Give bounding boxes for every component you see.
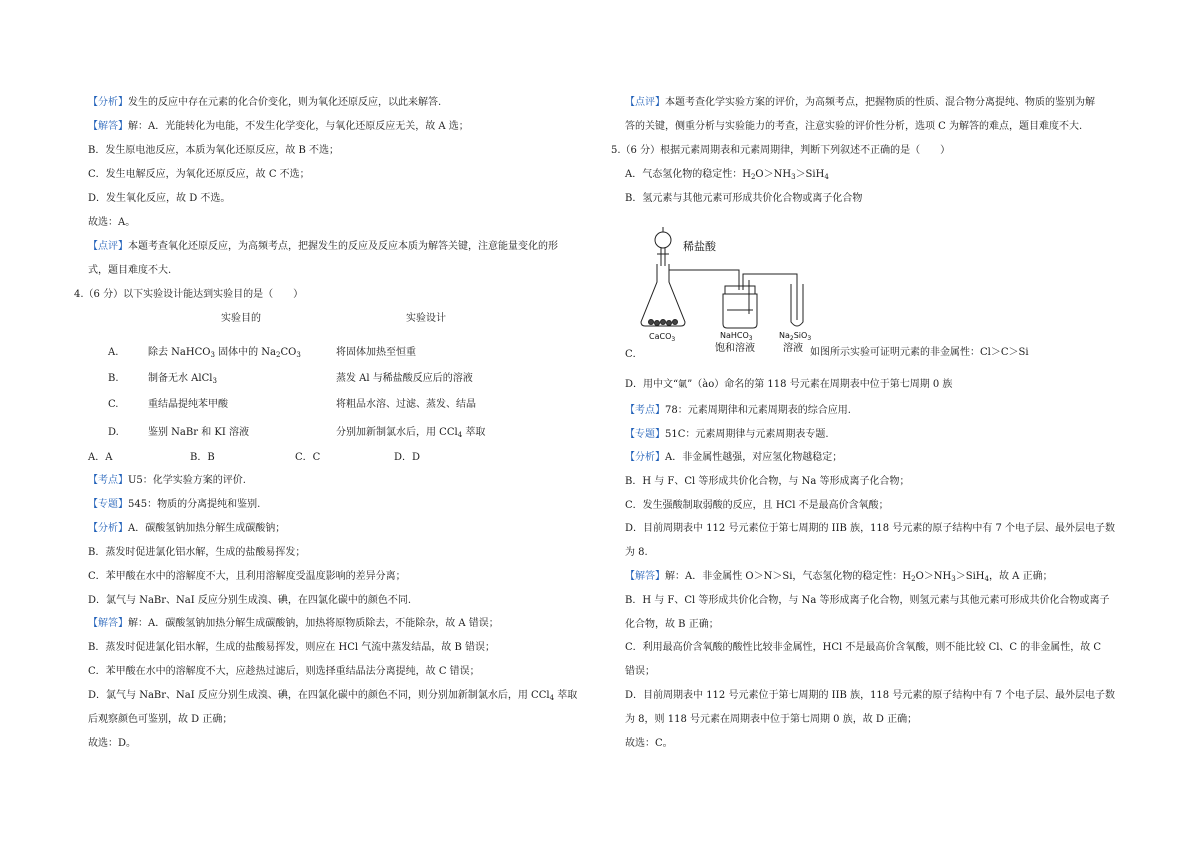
- question-5: 5.（6 分）根据元素周期表和元素周期律，判断下列叙述不正确的是（ ）: [611, 145, 951, 156]
- answer-4-d-cont: 后观察颜色可鉴别，故 D 正确；: [88, 714, 233, 725]
- table-row-b-goal: 制备无水 AlCl$_3$: [148, 373, 217, 385]
- solution-label: 溶液: [783, 343, 803, 352]
- answer-3-b: B．发生原电池反应，本质为氧化还原反应，故 B 不选；: [88, 145, 340, 156]
- conical-flask: [641, 264, 685, 326]
- comment-3: 【点评】本题考查氧化还原反应，为高频考点，把握发生的反应及反应本质为解答关键，注意能量变化的形: [88, 241, 558, 252]
- answer-4-b: B．蒸发时促进氯化铝水解，生成的盐酸易挥发，则应在 HCl 气流中蒸发结晶，故 B 错误；: [88, 642, 495, 653]
- table-row-b-design: 蒸发 Al 与稀盐酸反应后的溶液: [336, 373, 473, 384]
- answer-4-d: D．氯气与 NaBr、NaI 反应分别生成溴、碘，在四氯化碳中的颜色不同，则分别加新制氯水后，用 CCl$_4$ 萃取: [88, 690, 578, 702]
- comment-3-cont: 式，题目难度不大.: [88, 265, 172, 276]
- kaodian-4: 【考点】U5：化学实验方案的评价.: [88, 475, 246, 486]
- analysis-3: 【分析】发生的反应中存在元素的化合价变化，则为氧化还原反应，以此来解答.: [88, 97, 442, 108]
- answer-5-d-cont: 为 8，则 118 号元素在周期表中位于第七周期 0 族，故 D 正确；: [625, 714, 918, 725]
- zhuanti-5: 【专题】51C：元素周期律与元素周期表专题.: [625, 429, 829, 440]
- funnel-bulb: [655, 232, 671, 248]
- answer-4: 【解答】解：A．碳酸氢钠加热分解生成碳酸钠，加热将原物质除去，不能除杂，故 A 错误；: [88, 618, 499, 629]
- answer-5-choice: 故选：C。: [625, 738, 673, 749]
- answer-4-c: C．苯甲酸在水中的溶解度不大，应趁热过滤后，则选择重结晶法分离提纯，故 C 错误；: [88, 666, 480, 677]
- kaodian-5: 【考点】78：元素周期律和元素周期表的综合应用.: [625, 405, 851, 416]
- choice-a: A．A: [88, 452, 113, 463]
- comment-4-cont: 答的关键，侧重分析与实验能力的考查，注意实验的评价性分析，选项 C 为解答的难点，题目难度不大.: [625, 121, 1083, 132]
- analysis-5-b: B．H 与 F、Cl 等形成共价化合物，与 Na 等形成离子化合物；: [625, 476, 910, 487]
- caco3-label: CaCO$_3$: [649, 332, 676, 343]
- option-5d: D．用中文“氭”（ào）命名的第 118 号元素在周期表中位于第七周期 0 族: [625, 379, 953, 390]
- analysis-5: 【分析】A．非金属性越强，对应氢化物越稳定；: [625, 452, 843, 463]
- answer-5-c: C．利用最高价含氧酸的酸性比较非金属性，HCl 不是最高价含氧酸，则不能比较 Cl、C 的非金属性，故 C: [625, 642, 1102, 653]
- answer-3-d: D．发生氧化反应，故 D 不选。: [88, 193, 231, 204]
- answer-5: 【解答】解：A．非金属性 O＞N＞Si，气态氢化物的稳定性：$H_2O>NH_3>SiH_4$，故 A 正确；: [625, 571, 1053, 583]
- answer-5-c-cont: 错误；: [625, 666, 655, 677]
- answer-3-choice: 故选：A。: [88, 217, 136, 228]
- table-row-d-design: 分别加新制氯水后，用 CCl$_4$ 萃取: [336, 427, 486, 439]
- table-row-d-goal: 鉴别 NaBr 和 KI 溶液: [148, 427, 249, 438]
- zhuanti-4: 【专题】545：物质的分离提纯和鉴别.: [88, 499, 261, 510]
- analysis-4: 【分析】A．碳酸氢钠加热分解生成碳酸钠；: [88, 523, 286, 534]
- table-row-b-opt: B.: [108, 373, 119, 384]
- answer-5-b: B．H 与 F、Cl 等形成共价化合物，与 Na 等形成离子化合物，则氢元素与其他元素可形成共价化合物或离子: [625, 595, 1110, 606]
- option-5b: B．氢元素与其他元素可形成共价化合物或离子化合物: [625, 193, 863, 204]
- table-row-d-opt: D.: [108, 427, 119, 438]
- analysis-5-d: D．目前周期表中 112 号元素位于第七周期的 IIB 族，118 号元素的原子结构中有 7 个电子层、最外层电子数: [625, 523, 1116, 534]
- table-row-c-opt: C.: [108, 399, 119, 410]
- choice-b: B．B: [190, 452, 215, 463]
- table-row-c-goal: 重结晶提纯苯甲酸: [148, 399, 228, 410]
- analysis-5-c: C．发生强酸制取弱酸的反应，且 HCl 不是最高价含氧酸；: [625, 500, 889, 511]
- option-5a: A．气态氢化物的稳定性：$H_2O>NH_3>SiH_4$: [625, 169, 829, 181]
- nahco3-label: NaHCO$_3$: [720, 331, 753, 342]
- na2sio3-label: $Na_2SiO_3$: [779, 331, 812, 342]
- table-row-c-design: 将粗品水溶、过滤、蒸发、结晶: [336, 399, 476, 410]
- table-row-a-goal: 除去 NaHCO$_3$ 固体中的 $Na_2CO_3$: [148, 347, 301, 359]
- table-header-design: 实验设计: [406, 313, 446, 324]
- answer-5-b-cont: 化合物，故 B 正确；: [625, 619, 719, 630]
- answer-5-d: D．目前周期表中 112 号元素位于第七周期的 IIB 族，118 号元素的原子结构中有 7 个电子层、最外层电子数: [625, 690, 1116, 701]
- question-4: 4.（6 分）以下实验设计能达到实验目的是（ ）: [74, 289, 304, 300]
- choice-d: D．D: [394, 452, 421, 463]
- table-header-goal: 实验目的: [221, 313, 261, 324]
- choice-c: C．C: [295, 452, 321, 463]
- table-row-a-opt: A.: [108, 347, 119, 358]
- answer-3: 【解答】解：A．光能转化为电能，不发生化学变化，与氧化还原反应无关，故 A 选；: [88, 121, 469, 132]
- analysis-4-b: B．蒸发时促进氯化铝水解，生成的盐酸易挥发；: [88, 547, 306, 558]
- analysis-4-d: D．氯气与 NaBr、NaI 反应分别生成溴、碘，在四氯化碳中的颜色不同.: [88, 595, 412, 606]
- analysis-4-c: C．苯甲酸在水中的溶解度不大，且利用溶解度受温度影响的差异分离；: [88, 571, 406, 582]
- option-5c-text: 如图所示实验可证明元素的非金属性：Cl＞C＞Si: [810, 347, 1029, 358]
- apparatus-diagram: [627, 222, 817, 352]
- table-row-a-design: 将固体加热至恒重: [336, 347, 416, 358]
- option-5c-label: C．: [625, 349, 643, 360]
- answer-4-choice: 故选：D。: [88, 738, 137, 749]
- comment-4: 【点评】本题考查化学实验方案的评价，为高频考点，把握物质的性质、混合物分离提纯、物质的鉴别为解: [625, 97, 1095, 108]
- wash-bottle: [723, 294, 757, 328]
- saturated-solution-label: 饱和溶液: [715, 343, 755, 352]
- answer-3-c: C．发生电解反应，为氧化还原反应，故 C 不选；: [88, 169, 310, 180]
- acid-label: 稀盐酸: [683, 240, 716, 253]
- analysis-5-d-cont: 为 8.: [625, 547, 648, 558]
